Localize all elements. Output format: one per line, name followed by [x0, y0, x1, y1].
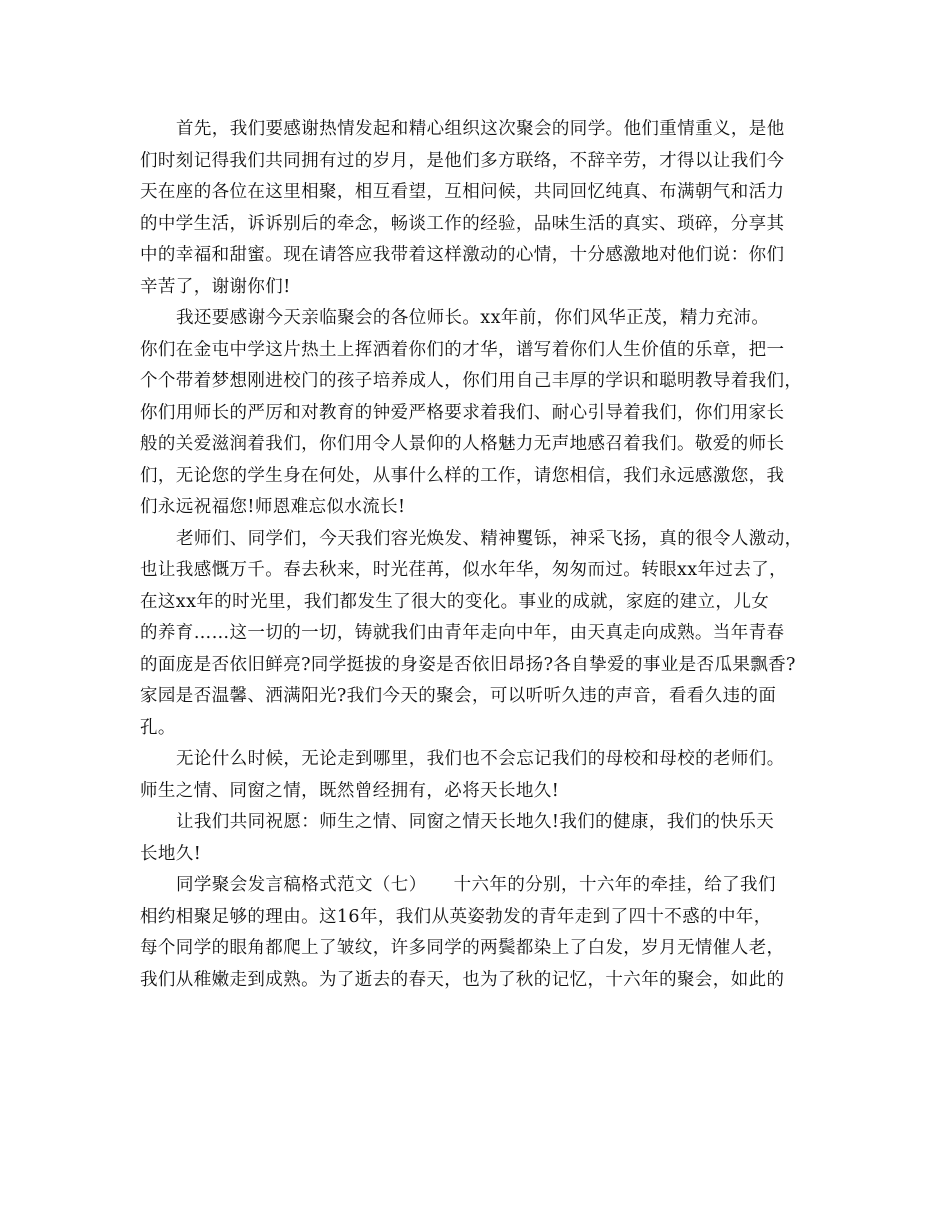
text-line: 我还要感谢今天亲临聚会的各位师长。xx年前，你们风华正茂，精力充沛。	[176, 308, 770, 328]
text-line: 孔。	[140, 717, 176, 738]
text-line: 个个带着梦想刚进校门的孩子培养成人，你们用自己丰厚的学识和聪明教导着我们，	[140, 371, 803, 391]
text-line: 的养育……这一切的一切，铸就我们由青年走向中年，由天真走向成熟。当年青春	[140, 623, 785, 643]
text-line: 师生之情、同窗之情，既然曾经拥有，必将天长地久!	[140, 780, 560, 801]
text-line: 中的幸福和甜蜜。现在请答应我带着这样激动的心情，十分感激地对他们说：你们	[140, 245, 785, 265]
text-line: 般的关爱滋润着我们，你们用令人景仰的人格魅力无声地感召着我们。敬爱的师长	[140, 434, 785, 454]
document-body	[140, 114, 820, 996]
text-line: 在这xx年的时光里，我们都发生了很大的变化。事业的成就，家庭的建立，儿女	[140, 591, 770, 612]
text-line: 同学聚会发言稿格式范文（七） 十六年的分别，十六年的牵挂，给了我们	[176, 875, 776, 895]
text-line: 也让我感慨万千。春去秋来，时光荏苒，似水年华，匆匆而过。转眼xx年过去了，	[140, 560, 788, 580]
text-line: 的中学生活，诉诉别后的牵念，畅谈工作的经验，品味生活的真实、琐碎，分享其	[140, 213, 785, 234]
text-line: 每个同学的眼角都爬上了皱纹，许多同学的两鬓都染上了白发，岁月无情催人老，	[140, 938, 785, 958]
text-line: 们，无论您的学生身在何处，从事什么样的工作，请您相信，我们永远感激您，我	[140, 465, 785, 486]
text-line: 无论什么时候，无论走到哪里，我们也不会忘记我们的母校和母校的老师们。	[176, 749, 785, 769]
text-line: 你们用师长的严厉和对教育的钟爱严格要求着我们、耐心引导着我们，你们用家长	[140, 402, 785, 423]
text-line: 你们在金屯中学这片热土上挥洒着你们的才华，谱写着你们人生价值的乐章，把一	[140, 339, 785, 360]
text-line: 家园是否温馨、洒满阳光?我们今天的聚会，可以听听久违的声音，看看久违的面	[140, 686, 777, 706]
text-line: 相约相聚足够的理由。这16年，我们从英姿勃发的青年走到了四十不惑的中年，	[140, 906, 772, 927]
text-line: 天在座的各位在这里相聚，相互看望，互相问候，共同回忆纯真、布满朝气和活力	[140, 182, 785, 202]
text-line: 首先，我们要感谢热情发起和精心组织这次聚会的同学。他们重情重义，是他	[176, 119, 785, 139]
text-line: 们永远祝福您!师恩难忘似水流长!	[140, 497, 406, 517]
text-line: 的面庞是否依旧鲜亮?同学挺拔的身姿是否依旧昂扬?各自挚爱的事业是否瓜果飘香?	[140, 654, 796, 675]
text-line: 辛苦了，谢谢你们!	[140, 276, 291, 297]
text-line: 让我们共同祝愿：师生之情、同窗之情天长地久!我们的健康，我们的快乐天	[176, 812, 775, 832]
text-line: 们时刻记得我们共同拥有过的岁月，是他们多方联络，不辞辛劳，才得以让我们今	[140, 150, 785, 171]
text-line: 老师们、同学们，今天我们容光焕发、精神矍铄，神采飞扬，真的很令人激动，	[176, 528, 803, 549]
text-line: 我们从稚嫩走到成熟。为了逝去的春天，也为了秋的记忆，十六年的聚会，如此的	[140, 969, 785, 990]
text-line: 长地久!	[140, 843, 202, 864]
